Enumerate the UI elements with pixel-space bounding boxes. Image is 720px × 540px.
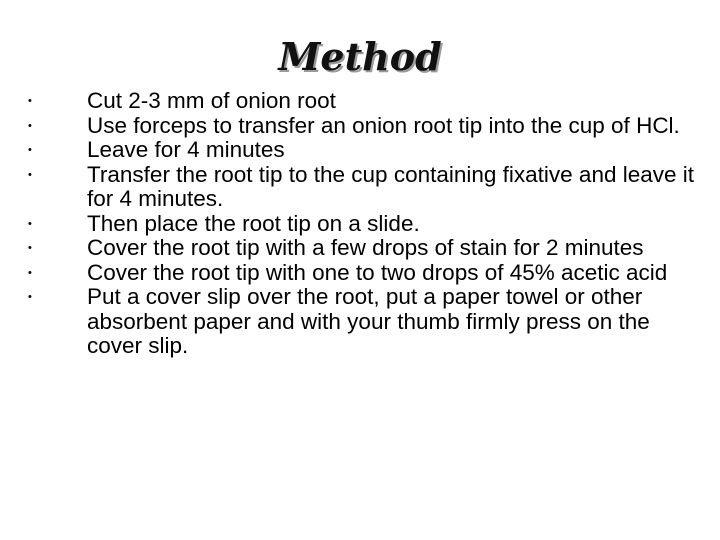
list-item-text: Transfer the root tip to the cup containing fixative and leave it for 4 minutes.	[87, 161, 695, 211]
list-item-text: Cut 2-3 mm of onion root	[87, 88, 336, 113]
bullet-icon: •	[28, 291, 32, 303]
list-item-text: Put a cover slip over the root, put a paper towel or other absorbent paper and with your thumb firmly press on the cover slip.	[87, 284, 650, 358]
list-item-text: Cover the root tip with one to two drops of 45% acetic acid	[87, 259, 668, 285]
list-item	[24, 138, 704, 163]
slide-title: Method	[278, 34, 442, 79]
list-item-text: Then place the root tip on a slide.	[87, 210, 420, 236]
bullet-icon: •	[28, 95, 32, 107]
bullet-icon: •	[28, 168, 32, 181]
bullet-icon: •	[28, 266, 32, 279]
list-item-text: Cover the root tip with a few drops of stain for 2 minutes	[87, 235, 644, 260]
bullet-icon: •	[28, 144, 32, 156]
list-item	[24, 285, 704, 359]
bullet-icon: •	[28, 217, 32, 230]
list-item-text: Use forceps to transfer an onion root tip into the cup of HCl.	[87, 112, 680, 138]
list-item	[24, 236, 704, 261]
list-item-text: Leave for 4 minutes	[87, 137, 285, 162]
bullet-icon: •	[28, 119, 32, 132]
list-item	[24, 212, 704, 237]
method-steps-list	[24, 89, 704, 359]
list-item	[24, 89, 704, 114]
list-item	[24, 163, 704, 212]
list-item	[24, 261, 704, 286]
list-item	[24, 114, 704, 139]
bullet-icon: •	[28, 242, 32, 254]
